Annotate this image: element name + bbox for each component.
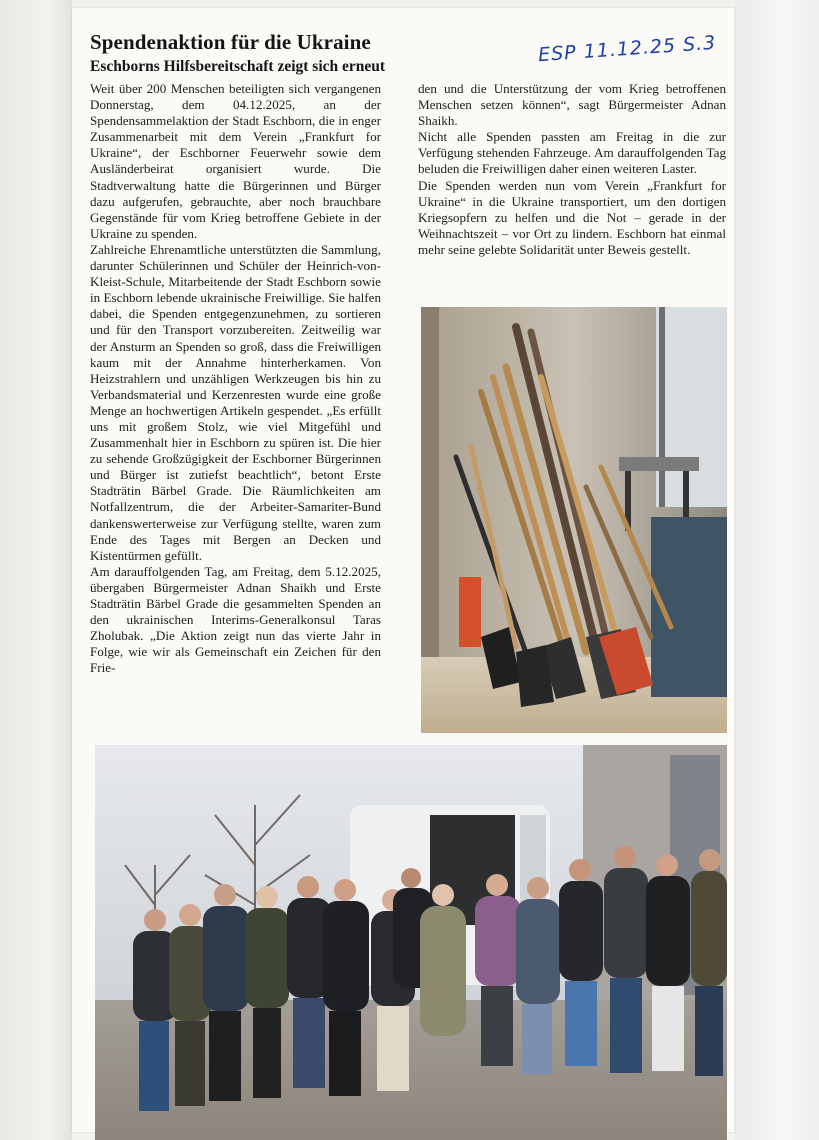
photo-donated-tools xyxy=(421,307,727,733)
article-subheadline: Eschborns Hilfsbereitschaft zeigt sich erneut xyxy=(90,58,386,75)
paragraph: Am darauffolgenden Tag, am Freitag, dem 5.12.2025, übergaben Bürgermeister Adnan Shaikh und Erste Stadträtin Bärbel Grade die gesammelten Spenden an den ukrainischen Interims-Generalkonsul Taras Zholubak. „Die Aktion zeigt nun das vierte Jahr in Folge, wie wir als Gemeinschaft ein Zeichen für den Frie- xyxy=(90,563,381,676)
article-column-right xyxy=(418,81,726,296)
scan-right-margin xyxy=(735,0,819,1140)
paragraph: den und die Unterstützung der vom Krieg betroffenen Menschen setzen können“, sagt Bürgermeister Adnan Shaikh. xyxy=(418,81,726,129)
paragraph: Die Spenden werden nun vom Verein „Frankfurt for Ukraine“ in die Ukraine transportiert, um den dortigen Kriegsopfern zu helfen und die Not – gerade in der Weihnachtszeit – vor Ort zu lindern. Eschborn hat einmal mehr seine gelebte Solidarität unter Beweis gestellt. xyxy=(418,177,726,257)
scan-left-margin xyxy=(0,0,72,1140)
article-column-left xyxy=(90,81,381,741)
tools-photo-illustration xyxy=(421,307,727,733)
group-photo-illustration xyxy=(95,745,727,1140)
handwritten-source-note: ESP 11.12.25 S.3 xyxy=(537,31,717,67)
paragraph: Zahlreiche Ehrenamtliche unterstützten die Sammlung, darunter Schülerinnen und Schüler der Heinrich-von-Kleist-Schule, Mitarbeitende der Stadt Eschborn sowie in Eschborn lebende ukrainische Freiwillige. Sie halfen dabei, die Spenden entgegenzunehmen, zu sortieren und für den Transport vorzubereiten. Zeitweilig war der Ansturm an Spenden so groß, dass die Freiwilligen kaum mit der Annahme hinterherkamen. Von Heizstrahlern und unzähligen Werkzeugen bis hin zu Verbandsmaterial und Kerzenresten wurde eine große Menge an hochwertigen Artikeln gespendet. „Es erfüllt uns mit großem Stolz, wie viel Mitgefühl und Zusammenhalt hier in Eschborn zu spüren ist. Die hier zu sehende Großzügigkeit der Eschborner Bürgerinnen und Bürger ist zutiefst beachtlich“, betont Erste Stadträtin Bärbel Grade. Die Räumlichkeiten am Notfallzentrum, die der Arbeiter-Samariter-Bund dankenswerterweise zur Verfügung stellte, waren zum Ende des Tages mit Bergen an Decken und Kistentürmen gefüllt. xyxy=(90,241,381,563)
paragraph: Nicht alle Spenden passten am Freitag in die zur Verfügung stehenden Fahrzeuge. Am darauffolgenden Tag beluden die Freiwilligen daher einen weiteren Laster. xyxy=(418,129,726,177)
photo-group-handover xyxy=(95,745,727,1140)
article-headline: Spendenaktion für die Ukraine xyxy=(90,30,371,54)
paragraph: Weit über 200 Menschen beteiligten sich vergangenen Donnerstag, dem 04.12.2025, an der Spendensammelaktion der Stadt Eschborn, die in enger Zusammenarbeit mit dem Verein „Frankfurt for Ukraine“, der Eschborner Feuerwehr sowie dem Ausländerbeirat organisiert wurde. Die Stadtverwaltung hatte die Bürgerinnen und Bürger dazu aufgerufen, gebrauchte, aber noch brauchbare Gegenstände für vom Krieg betroffene Gebiete in der Ukraine zu spenden. xyxy=(90,81,381,241)
